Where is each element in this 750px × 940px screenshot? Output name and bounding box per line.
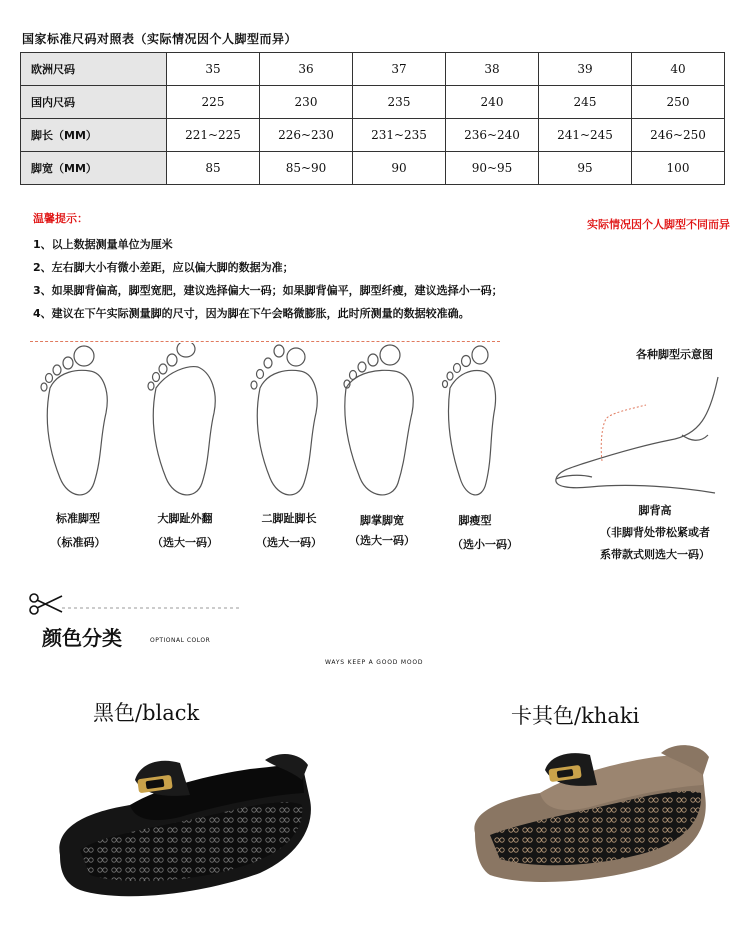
foot-type-advice: （标准码） [50, 536, 106, 549]
toe-reference-line [30, 341, 500, 342]
size-chart-title: 国家标准尺码对照表（实际情况因个人脚型而异） [22, 32, 298, 46]
side-view-title: 各种脚型示意图 [636, 348, 713, 361]
table-cell: 37 [353, 53, 446, 86]
tagline: WAYS KEEP A GOOD MOOD [325, 659, 424, 666]
table-cell: 90~95 [446, 152, 539, 185]
foot-type-advice: （选小一码） [452, 538, 518, 551]
size-chart-table [20, 52, 725, 185]
divider-line [62, 606, 242, 610]
table-cell: 235 [353, 86, 446, 119]
table-cell: 38 [446, 53, 539, 86]
table-cell: 236~240 [446, 119, 539, 152]
table-cell: 241~245 [539, 119, 632, 152]
foot-outline-icon [248, 343, 328, 503]
khaki-shoe-image [465, 735, 720, 895]
foot-type-advice: （选大一码） [152, 536, 218, 549]
table-cell: 225 [167, 86, 260, 119]
foot-type-advice: （选大一码） [256, 536, 322, 549]
side-foot-outline-icon [550, 375, 730, 495]
table-row [21, 86, 725, 119]
black-shoe-image [40, 735, 340, 910]
table-cell: 36 [260, 53, 353, 86]
table-cell: 226~230 [260, 119, 353, 152]
foot-outline-icon [340, 343, 420, 503]
row-header: 脚宽（MM） [21, 152, 167, 185]
table-cell: 39 [539, 53, 632, 86]
table-cell: 90 [353, 152, 446, 185]
foot-type-label: 标准脚型 [56, 512, 100, 525]
table-cell: 95 [539, 152, 632, 185]
side-view-name: 脚背高 [638, 504, 672, 517]
foot-type-label: 脚瘦型 [458, 514, 492, 527]
tip-item: 2、左右脚大小有微小差距，应以偏大脚的数据为准； [33, 261, 294, 274]
foot-type-label: 脚掌脚宽 [360, 514, 404, 527]
foot-outline-icon [436, 343, 516, 503]
table-cell: 85 [167, 152, 260, 185]
color-option-name: 卡其色/khaki [511, 704, 640, 728]
side-view-label [560, 500, 750, 566]
foot-type-advice: （选大一码） [349, 534, 415, 547]
foot-type-label: 大脚趾外翻 [157, 512, 213, 525]
side-view-note-1: （非脚背处带松紧或者 [600, 526, 710, 539]
table-cell: 85~90 [260, 152, 353, 185]
row-header: 国内尺码 [21, 86, 167, 119]
tip-item: 3、如果脚背偏高，脚型宽肥，建议选择偏大一码；如果脚背偏平，脚型纤瘦，建议选择小一码； [33, 284, 503, 297]
table-cell: 231~235 [353, 119, 446, 152]
scissors-icon [28, 592, 64, 616]
foot-outline-icon [146, 343, 226, 503]
color-section-subtitle: OPTIONAL COLOR [150, 637, 211, 644]
tip-item: 4、建议在下午实际测量脚的尺寸，因为脚在下午会略微膨胀，此时所测量的数据较准确。 [33, 307, 470, 320]
table-cell: 250 [632, 86, 725, 119]
table-row [21, 53, 725, 86]
foot-type-label: 二脚趾脚长 [261, 512, 317, 525]
table-cell: 221~225 [167, 119, 260, 152]
row-header: 脚长（MM） [21, 119, 167, 152]
tip-item: 1、以上数据测量单位为厘米 [33, 238, 173, 251]
table-row [21, 119, 725, 152]
table-cell: 246~250 [632, 119, 725, 152]
table-cell: 245 [539, 86, 632, 119]
table-row [21, 152, 725, 185]
side-view-note-2: 系带款式则选大一码） [600, 548, 710, 561]
color-option-name: 黑色/black [93, 701, 200, 725]
table-cell: 100 [632, 152, 725, 185]
tips-title: 温馨提示： [33, 212, 88, 225]
table-cell: 230 [260, 86, 353, 119]
table-cell: 240 [446, 86, 539, 119]
table-cell: 40 [632, 53, 725, 86]
tips-right-note: 实际情况因个人脚型不同而异 [587, 218, 730, 231]
color-section-title: 颜色分类 [42, 626, 122, 650]
foot-outline-icon [38, 343, 118, 503]
row-header: 欧洲尺码 [21, 53, 167, 86]
table-cell: 35 [167, 53, 260, 86]
